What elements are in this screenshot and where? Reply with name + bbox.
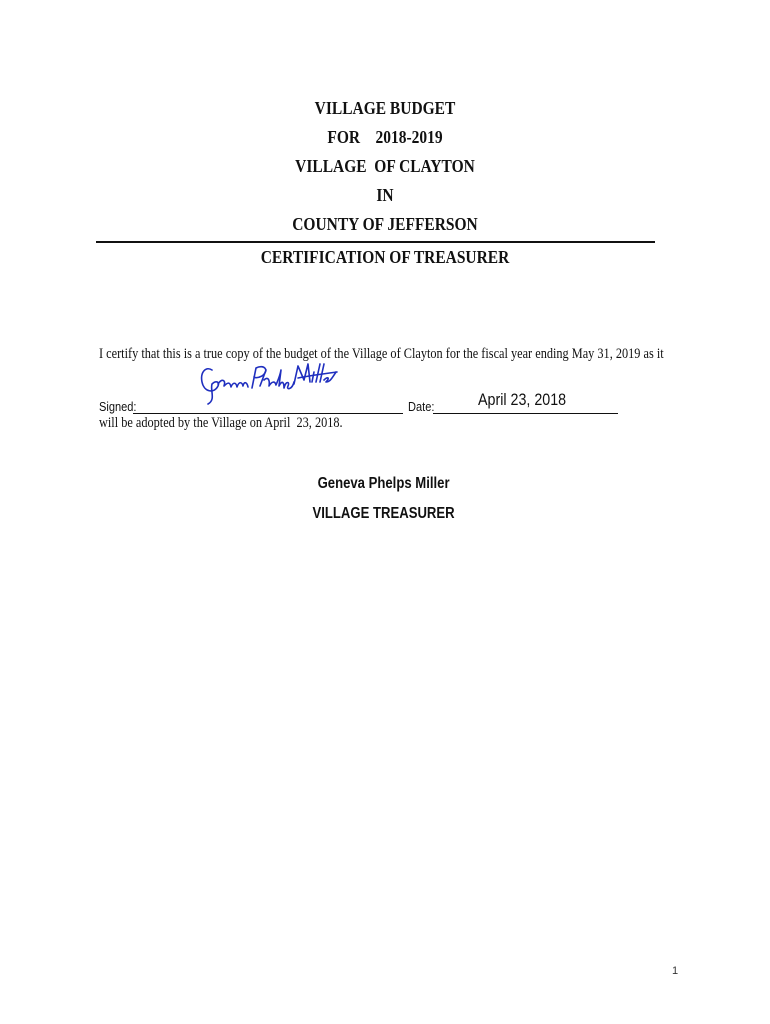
statement-line-2: will be adopted by the Village on April 23, 2018. xyxy=(99,415,343,431)
header-village: VILLAGE OF CLAYTON xyxy=(295,156,475,176)
signed-label: Signed: xyxy=(99,399,137,414)
certification-title: CERTIFICATION OF TREASURER xyxy=(260,247,510,267)
statement-line-1: I certify that this is a true copy of the budget of the Village of Clayton for the fiscal year ending May 31, 2019 as it xyxy=(99,346,664,362)
certification-statement xyxy=(99,297,664,458)
header-in: IN xyxy=(376,185,394,205)
handwritten-signature xyxy=(198,360,338,406)
date-value: April 23, 2018 xyxy=(478,390,567,409)
signatory-role: VILLAGE TREASURER xyxy=(312,505,455,522)
date-label: Date: xyxy=(408,399,435,414)
signatory-name: Geneva Phelps Miller xyxy=(317,475,450,492)
date-line xyxy=(433,413,618,414)
page-number: 1 xyxy=(672,965,679,977)
signature-line xyxy=(133,413,403,414)
document-header xyxy=(54,94,716,239)
header-fiscal-year: FOR 2018-2019 xyxy=(327,127,443,147)
header-title: VILLAGE BUDGET xyxy=(314,98,456,118)
header-county: COUNTY OF JEFFERSON xyxy=(292,214,478,234)
